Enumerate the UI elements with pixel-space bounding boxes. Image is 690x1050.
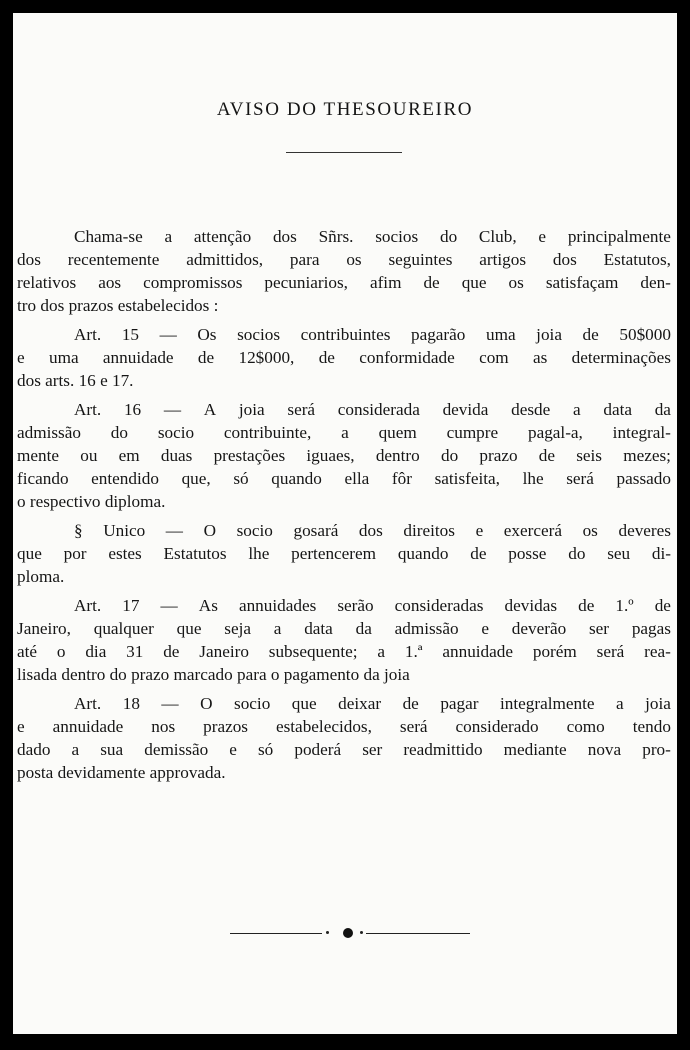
ornament-tick-right (360, 931, 363, 934)
text-line: mente ou em duas prestações iguaes, dentro do prazo de seis mezes; (17, 446, 671, 465)
article-17 (17, 594, 671, 686)
text-line: ploma. (17, 567, 65, 586)
article-15 (17, 323, 671, 392)
text-line: posta devidamente approvada. (17, 763, 226, 782)
ornament-dot-icon (343, 928, 353, 938)
document-page (13, 13, 677, 1034)
text-line: § Unico — O socio gosará dos direitos e exercerá os deveres (74, 521, 671, 540)
text-line: até o dia 31 de Janeiro subsequente; a 1.ª annuidade porém será rea- (17, 642, 671, 661)
ornament-line-left (230, 933, 322, 934)
text-line: Art. 18 — O socio que deixar de pagar integralmente a joia (74, 694, 671, 713)
text-line: e annuidade nos prazos estabelecidos, será considerado como tendo (17, 717, 671, 736)
intro-paragraph (17, 225, 671, 317)
article-18 (17, 692, 671, 784)
unico-paragraph (17, 519, 671, 588)
end-ornament (230, 926, 470, 940)
ornament-line-right (366, 933, 470, 934)
text-line: relativos aos compromissos pecuniarios, afim de que os satisfaçam den- (17, 273, 671, 292)
text-line: dos arts. 16 e 17. (17, 371, 134, 390)
document-body (17, 225, 671, 790)
text-line: Chama-se a attenção dos Sñrs. socios do Club, e principalmente (74, 227, 671, 246)
text-line: e uma annuidade de 12$000, de conformidade com as determinações (17, 348, 671, 367)
title-divider (286, 152, 402, 153)
text-line: dado a sua demissão e só poderá ser readmittido mediante nova pro- (17, 740, 671, 759)
ornament-tick-left (326, 931, 329, 934)
text-line: Art. 16 — A joia será considerada devida desde a data da (74, 400, 671, 419)
text-line: Art. 15 — Os socios contribuintes pagarão uma joia de 50$000 (74, 325, 671, 344)
text-line: ficando entendido que, só quando ella fôr satisfeita, lhe será passado (17, 469, 671, 488)
page-title: AVISO DO THESOUREIRO (216, 99, 474, 120)
text-line: o respectivo diploma. (17, 492, 166, 511)
text-line: dos recentemente admittidos, para os seguintes artigos dos Estatutos, (17, 250, 671, 269)
text-line: que por estes Estatutos lhe pertencerem quando de posse do seu di- (17, 544, 671, 563)
text-line: admissão do socio contribuinte, a quem cumpre pagal-a, integral- (17, 423, 671, 442)
text-line: lisada dentro do prazo marcado para o pagamento da joia (17, 665, 410, 684)
article-16 (17, 398, 671, 513)
text-line: tro dos prazos estabelecidos : (17, 296, 219, 315)
text-line: Art. 17 — As annuidades serão consideradas devidas de 1.º de (74, 596, 671, 615)
text-line: Janeiro, qualquer que seja a data da admissão e deverão ser pagas (17, 619, 671, 638)
